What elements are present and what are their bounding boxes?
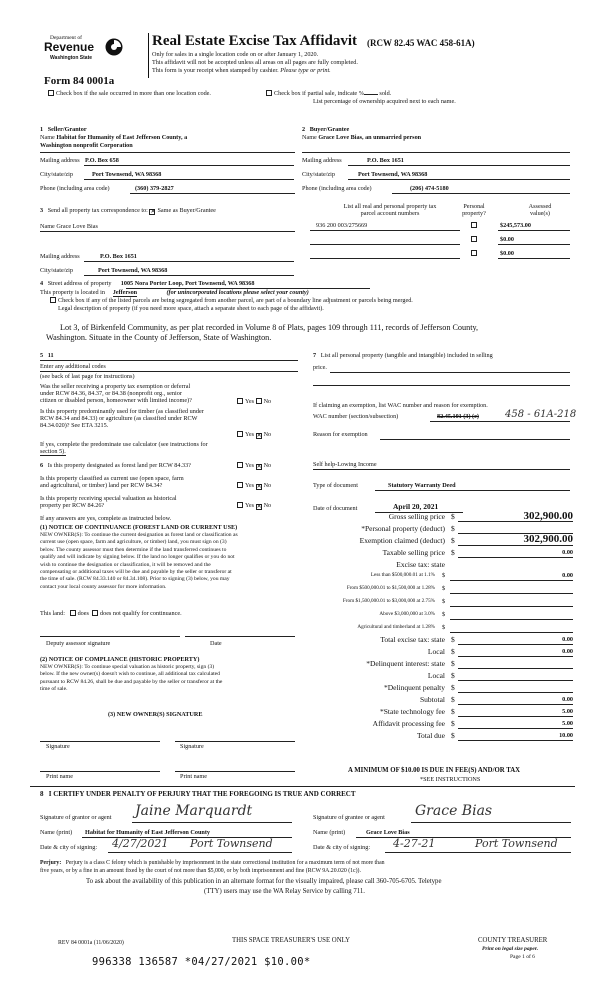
parcel-personal-checkbox[interactable] bbox=[471, 222, 479, 229]
grantee-name-label: Name (print) bbox=[313, 829, 346, 836]
buyer-name: Name Grace Love Bias, an unmarried person bbox=[302, 134, 422, 141]
total-state-value[interactable]: 0.00 bbox=[562, 636, 573, 643]
grantee-signature-label: Signature of grantee or agent bbox=[313, 814, 385, 821]
seller-mail-label: Mailing address bbox=[40, 157, 80, 164]
note-2: This affidavit will not be accepted unless all areas on all pages are fully completed. bbox=[152, 59, 358, 66]
buyer-section: 2 Buyer/Grantee bbox=[302, 126, 350, 133]
dept-line1: Department of bbox=[50, 35, 82, 41]
delinquent-penalty-label: *Delinquent penalty bbox=[383, 683, 445, 692]
parcel-personal-checkbox[interactable] bbox=[471, 250, 479, 257]
note-3: This form is your receipt when stamped by cashier. Please type or print. bbox=[152, 67, 331, 74]
grantee-date[interactable]: 4-27-21 bbox=[393, 837, 436, 850]
doc-date[interactable]: April 20, 2021 bbox=[393, 502, 439, 511]
buyer-phone-label: Phone (including area code) bbox=[302, 185, 372, 192]
page-number: Page 1 of 6 bbox=[510, 954, 535, 960]
exempt-label: Exemption claimed (deduct) bbox=[359, 536, 445, 545]
grantor-date[interactable]: 4/27/2021 bbox=[112, 837, 169, 850]
q-timber-yesno[interactable]: Yes ✕ No bbox=[237, 431, 271, 439]
dept-state: Washington State bbox=[50, 55, 93, 61]
see-instructions: *SEE INSTRUCTIONS bbox=[420, 776, 481, 783]
checkbox[interactable] bbox=[48, 90, 54, 96]
signature-label: Signature bbox=[46, 743, 70, 750]
doc-type[interactable]: Statutory Warranty Deed bbox=[388, 482, 456, 489]
total-due-label: Total due bbox=[416, 731, 445, 740]
legal-paper-note: Print on legal size paper. bbox=[482, 946, 539, 952]
dollar: $ bbox=[451, 512, 455, 521]
seller-phone[interactable]: (360) 379-2827 bbox=[135, 185, 174, 192]
note-1: Only for sales in a single location code on or after January 1, 2020. bbox=[152, 51, 319, 58]
buyer-phone[interactable]: (206) 474-5180 bbox=[410, 185, 449, 192]
certify-line: 8 I CERTIFY UNDER PENALTY OF PERJURY THAT THE FOREGOING IS TRUE AND CORRECT bbox=[40, 790, 356, 798]
additional-codes: Enter any additional codes bbox=[40, 363, 106, 370]
tier-3-label: From $1,500,000.01 to $3,000,000 at 2.75% bbox=[342, 598, 435, 604]
gross-value[interactable]: 302,900.00 bbox=[523, 510, 573, 522]
personal-label: *Personal property (deduct) bbox=[361, 524, 445, 533]
q-timber: Is this property predominantly used for timber (as classified under RCW 84.34 and 84.33) or agriculture (as classified under RCW 84.34.020)? See ETA 3215. bbox=[40, 408, 204, 430]
doc-type-label: Type of document bbox=[313, 482, 358, 489]
grantor-signature[interactable]: Jaine Marquardt bbox=[135, 803, 253, 819]
q-forest-yesno[interactable]: Yes ✕ No bbox=[237, 462, 271, 470]
form-rcw: (RCW 82.45 WAC 458-61A) bbox=[367, 38, 475, 48]
if-yes-note: If any answers are yes, complete as instructed below. bbox=[40, 515, 172, 522]
buyer-city[interactable]: Port Townsend, WA 98368 bbox=[358, 171, 428, 178]
buyer-mail-label: Mailing address bbox=[302, 157, 342, 164]
new-owner-signature-title: (3) NEW OWNER(S) SIGNATURE bbox=[108, 711, 203, 718]
tier-4-label: Above $3,000,000 at 3.0% bbox=[379, 611, 435, 617]
print-name-label: Print name bbox=[46, 773, 73, 780]
legal-description-1: Lot 3, of Birkenfeld Community, as per plat recorded in Volume 8 of Plats, pages 109 through 111, records of Jefferson County, bbox=[60, 323, 479, 332]
subtotal-value[interactable]: 0.00 bbox=[562, 696, 573, 703]
tech-fee-label: *State technology fee bbox=[380, 707, 445, 716]
see-back: (see back of last page for instructions) bbox=[40, 373, 135, 380]
street-address: 4 Street address of property 1005 Nora Porter Loop, Port Townsend, WA 98368 bbox=[40, 280, 255, 287]
corr-mail-label: Mailing address bbox=[40, 253, 80, 260]
affidavit-fee-label: Affidavit processing fee bbox=[372, 719, 445, 728]
grantee-date-label: Date & city of signing: bbox=[313, 844, 371, 851]
signature-label: Signature bbox=[180, 743, 204, 750]
dept-revenue: Revenue bbox=[44, 40, 95, 54]
q-historic: Is this property receiving special valuation as historical property per RCW 84.26? bbox=[40, 495, 177, 510]
perjury-notice: Perjury: Perjury is a class C felony which is punishable by imprisonment in the state correctional institution for a maximum term of not more than bbox=[40, 860, 385, 866]
list-percentage-note: List percentage of ownership acquired next to each name. bbox=[313, 98, 456, 105]
grantee-name[interactable]: Grace Love Bias bbox=[366, 829, 410, 836]
correspondence-name: Name Grace Love Bias bbox=[40, 223, 98, 230]
buyer-mail[interactable]: P.O. Box 1651 bbox=[367, 157, 404, 164]
tech-fee-value[interactable]: 5.00 bbox=[562, 708, 573, 715]
form-revision: REV 84 0001a (11/06/2020) bbox=[58, 940, 124, 946]
check-multi-location[interactable]: Check box if the sale occurred in more than one location code. bbox=[48, 90, 211, 97]
buyer-city-label: City/state/zip bbox=[302, 171, 335, 178]
this-land[interactable]: This land: does does not qualify for continuance. bbox=[40, 610, 182, 617]
delinquent-local-label: Local bbox=[427, 671, 445, 680]
personal-property-2: price. bbox=[313, 364, 327, 371]
subtotal-label: Subtotal bbox=[419, 695, 445, 704]
grantor-signature-label: Signature of grantor or agent bbox=[40, 814, 112, 821]
treasurer-use: THIS SPACE TREASURER'S USE ONLY bbox=[232, 937, 351, 944]
q-forest: 6 Is this property designated as forest land per RCW 84.33? bbox=[40, 462, 191, 469]
grantor-city[interactable]: Port Townsend bbox=[190, 837, 273, 850]
parcel-row: 936 200 003/275669 bbox=[316, 222, 368, 229]
correspondence-line: 3 Send all property tax correspondence to: ✕ Same as Buyer/Grantee bbox=[40, 207, 216, 215]
notice-continuance-title: (1) NOTICE OF CONTINUANCE (FOREST LAND OR CURRENT USE) bbox=[40, 524, 238, 531]
check-segregated[interactable]: Check box if any of the listed parcels are being segregated from another parcel, are part of a boundary line adjustment or parcels being merged. bbox=[50, 297, 413, 304]
seller-name: Name Habitat for Humanity of East Jefferson County, a bbox=[40, 134, 188, 141]
notice-compliance-title: (2) NOTICE OF COMPLIANCE (HISTORIC PROPERTY) bbox=[40, 656, 200, 663]
corr-city[interactable]: Port Townsend, WA 98368 bbox=[98, 267, 168, 274]
affidavit-fee-value[interactable]: 5.00 bbox=[562, 720, 573, 727]
taxable-label: Taxable selling price bbox=[382, 548, 445, 557]
taxable-value[interactable]: 0.00 bbox=[562, 549, 573, 556]
form-title: Real Estate Excise Tax Affidavit bbox=[152, 33, 357, 49]
located-in: This property is located in Jefferson (for unincorporated locations please select your county) bbox=[40, 289, 309, 296]
wac-label: WAC number (section/subsection) bbox=[313, 413, 399, 420]
grantee-signature[interactable]: Grace Bias bbox=[415, 803, 493, 819]
parcel-value[interactable]: $0.00 bbox=[500, 236, 514, 243]
wac-instructions: If claiming an exemption, list WAC number and reason for exemption. bbox=[313, 402, 488, 409]
wac-struck: 82.45.101 (3) (e) bbox=[437, 413, 479, 420]
section-5: 5 11 bbox=[40, 352, 54, 359]
form-number: Form 84 0001a bbox=[44, 75, 115, 87]
minimum-due: A MINIMUM OF $10.00 IS DUE IN FEE(S) AND/OR TAX bbox=[348, 767, 521, 774]
parcel-value[interactable]: $0.00 bbox=[500, 250, 514, 257]
reason-value[interactable]: Self help-Lowing Income bbox=[313, 461, 377, 468]
delinquent-interest-label: *Delinquent interest: state bbox=[366, 659, 445, 668]
grantee-city[interactable]: Port Townsend bbox=[475, 837, 558, 850]
predominate-use: If yes, complete the predominate use calculator (see instructions for section 5). bbox=[40, 441, 208, 456]
seller-name-2: Washington nonprofit Corporation bbox=[40, 142, 133, 149]
total-state-label: Total excise tax: state bbox=[380, 635, 445, 644]
wac-handwritten: 458 - 61A-218 bbox=[505, 409, 577, 420]
dor-logo bbox=[40, 35, 130, 65]
accessibility-note: To ask about the availability of this publication in an alternate format for the visually impaired, please call 360-705-6705. Teletype bbox=[86, 878, 442, 885]
grantor-name[interactable]: Habitat for Humanity of East Jefferson County bbox=[85, 829, 211, 836]
notice-compliance-text: NEW OWNER(S): To continue special valuation as historic property, sign (3) below. If the new owner(s) doesn't wish to continue, all additional tax calculated pursuant to RCW 84.26, shall be due and payable by the seller or transferor at the time of sale. bbox=[40, 664, 223, 693]
reason-label: Reason for exemption bbox=[313, 431, 368, 438]
parcel-personal-checkbox[interactable] bbox=[471, 236, 479, 243]
parcel-header: List all real and personal property tax parcel account numbers bbox=[343, 203, 437, 218]
notice-continuance-text: NEW OWNER(S): To continue the current designation as forest land or classification as current use (open space, farm and agriculture, or timber) land, you must sign on (3) below. The county assessor must then determine if the land transferred continues to qualify and will indicate by signing below. If the land no longer qualifies or you do not wish to continue the designation or classification, it will be removed and the compensating or additional taxes will be due and payable by the seller or transferor at the time of sale. (RCW 84.33.140 or 84.34.108). Prior to signing (3) below, you may contact your local county assessor for more information. bbox=[40, 532, 238, 590]
check-partial-sale[interactable]: Check box if partial sale, indicate % sold. bbox=[266, 90, 391, 97]
county-treasurer: COUNTY TREASURER bbox=[478, 937, 548, 944]
checkbox[interactable] bbox=[266, 90, 272, 96]
corr-mail[interactable]: P.O. Box 1651 bbox=[100, 253, 137, 260]
seller-city-label: City/state/zip bbox=[40, 171, 73, 178]
tty-note: (TTY) users may use the WA Relay Service by calling 711. bbox=[204, 888, 366, 895]
assessed-header: Assessed value(s) bbox=[528, 203, 552, 218]
deputy-signature: Deputy assessor signature bbox=[46, 640, 111, 647]
parcel-value[interactable]: $245,573.00 bbox=[500, 222, 531, 229]
cashier-stamp: 996338 136587 *04/27/2021 $10.00* bbox=[92, 956, 311, 968]
tier-1-value[interactable]: 0.00 bbox=[562, 572, 573, 579]
q-exemption: Was the seller receiving a property tax exemption or deferral under RCW 84.36, 84.37, or 84.38 (nonprofit org., senior citizen or disabled person, homeowner with limited income)? bbox=[40, 383, 192, 405]
corr-city-label: City/state/zip bbox=[40, 267, 73, 274]
exempt-value[interactable]: 302,900.00 bbox=[523, 533, 573, 545]
q-current-use-yesno[interactable]: Yes ✕ No bbox=[237, 482, 271, 490]
grantor-date-label: Date & city of signing: bbox=[40, 844, 98, 851]
seller-section: 1 Seller/Grantor bbox=[40, 126, 87, 133]
tier-1-label: Less than $500,000.01 at 1.1% bbox=[370, 572, 435, 578]
seller-phone-label: Phone (including area code) bbox=[40, 185, 110, 192]
gross-label: Gross selling price bbox=[388, 512, 445, 521]
deputy-date: Date bbox=[210, 640, 222, 647]
seller-city[interactable]: Port Townsend, WA 98368 bbox=[92, 171, 162, 178]
local-value[interactable]: 0.00 bbox=[562, 648, 573, 655]
seller-mail[interactable]: P.O. Box 658 bbox=[85, 157, 119, 164]
q-current-use: Is this property classified as current use (open space, farm and agricultural, or timber) land per RCW 84.34? bbox=[40, 475, 184, 490]
total-due-value[interactable]: 10.00 bbox=[559, 732, 573, 739]
tier-2-label: From $500,000.01 to $1,500,000 at 1.28% bbox=[346, 585, 435, 591]
doc-date-label: Date of document bbox=[313, 505, 358, 512]
local-label: Local bbox=[427, 647, 445, 656]
grantor-name-label: Name (print) bbox=[40, 829, 73, 836]
logo-swirl-icon bbox=[104, 37, 124, 57]
q-exemption-yesno[interactable]: Yes No bbox=[237, 398, 271, 405]
legal-label: Legal description of property (if you need more space, attach a separate sheet to each page of the affidavit). bbox=[58, 305, 324, 312]
tier-5-label: Agricultural and timberland at 1.28% bbox=[357, 624, 435, 630]
excise-label: Excise tax: state bbox=[396, 560, 445, 569]
same-as-buyer-checkbox[interactable]: ✕ bbox=[150, 209, 156, 215]
legal-description-2: Washington. Situate in the County of Jefferson, State of Washington. bbox=[46, 333, 272, 342]
perjury-notice-2: five years, or by a fine in an amount fixed by the court of not more than $5,000, or by both imprisonment and fine (RCW 9A.20.020 (1c)). bbox=[40, 868, 361, 874]
personal-property: 7 List all personal property (tangible and intangible) included in selling bbox=[313, 352, 493, 359]
personal-header: Personal property? bbox=[462, 203, 486, 218]
q-historic-yesno[interactable]: Yes ✕ No bbox=[237, 502, 271, 510]
print-name-label: Print name bbox=[180, 773, 207, 780]
